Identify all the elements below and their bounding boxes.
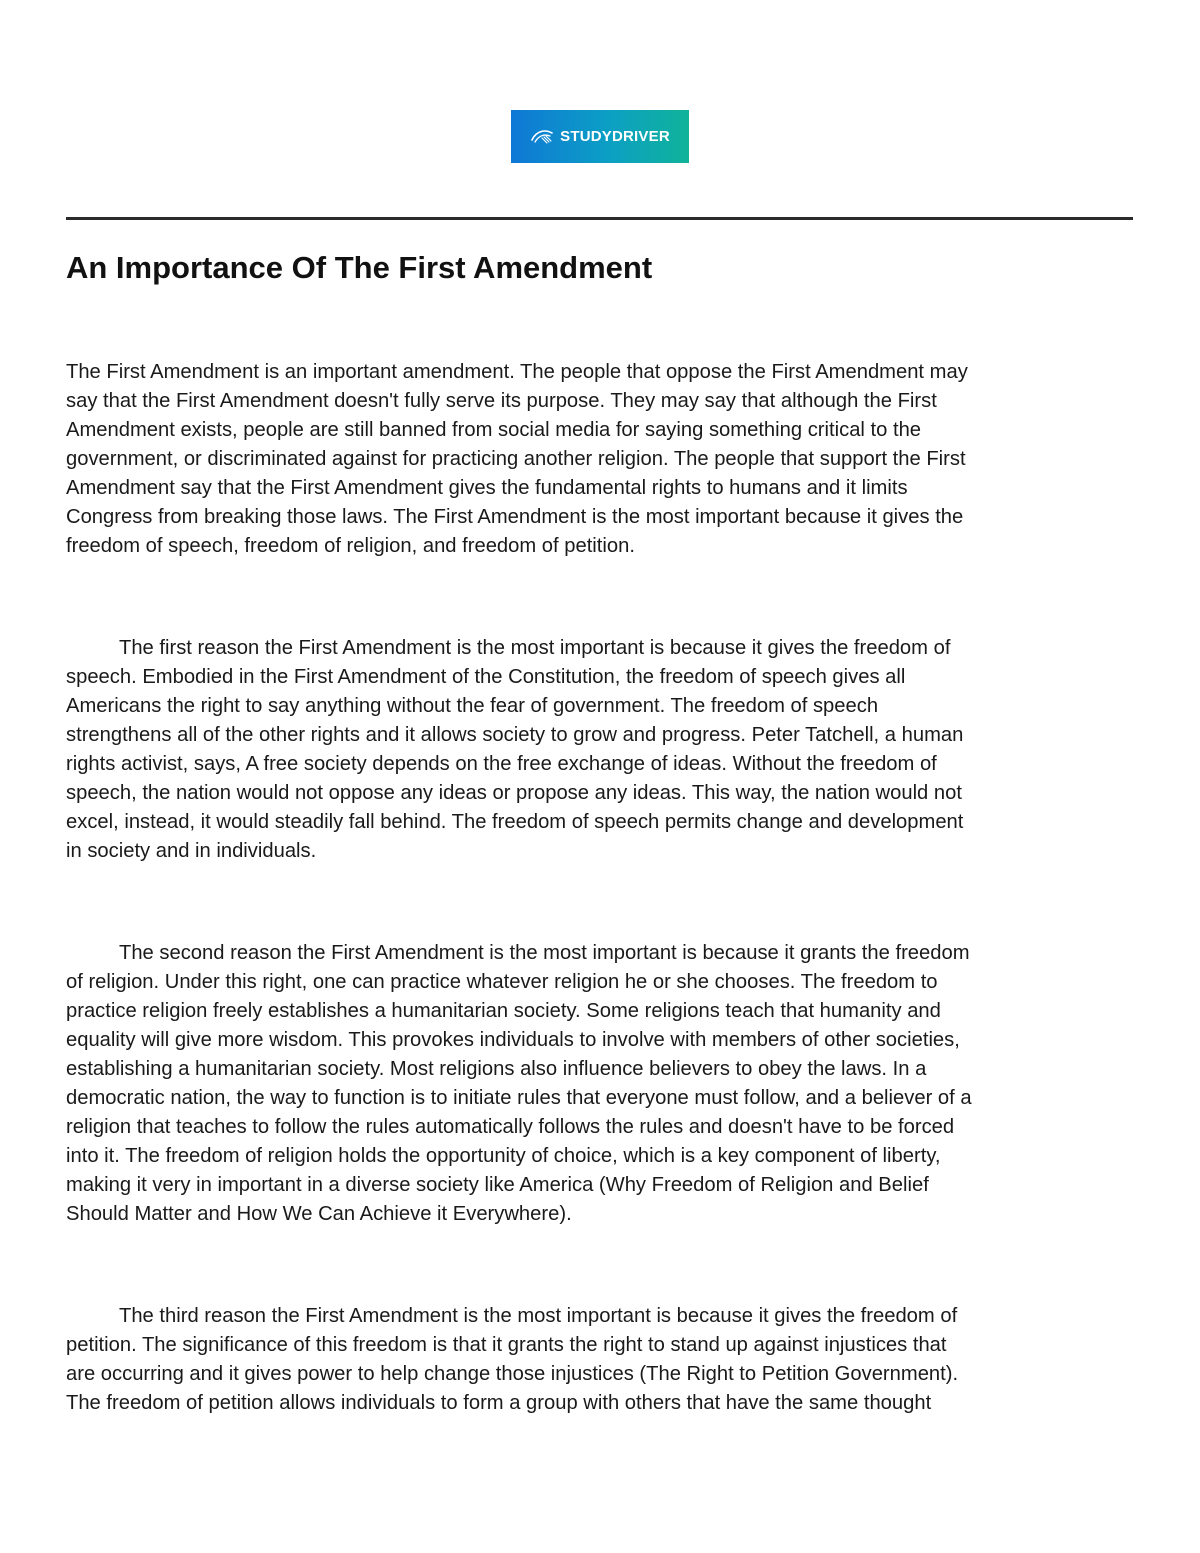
paragraph-line: The First Amendment is an important amendment. The people that oppose the First Amendment may	[66, 361, 968, 383]
paragraph-line: The freedom of petition allows individuals to form a group with others that have the same thought	[66, 1392, 932, 1414]
paragraph-line: in society and in individuals.	[66, 840, 317, 862]
logo-text: STUDYDRIVER	[560, 128, 670, 145]
document-title: An Importance Of The First Amendment	[66, 250, 653, 285]
paragraph-line: establishing a humanitarian society. Most religions also influence believers to obey the laws. In a	[66, 1058, 927, 1080]
paragraph-line: The first reason the First Amendment is the most important is because it gives the freedom of	[119, 637, 951, 659]
paragraph-line: making it very in important in a diverse society like America (Why Freedom of Religion and Belief	[66, 1174, 929, 1196]
paragraph-line: strengthens all of the other rights and it allows society to grow and progress. Peter Tatchell, a human	[66, 724, 964, 746]
studydriver-swoosh-icon	[530, 127, 554, 147]
paragraph-line: democratic nation, the way to function is to initiate rules that everyone must follow, and a believer of a	[66, 1087, 972, 1109]
paragraph-line: government, or discriminated against for practicing another religion. The people that support the First	[66, 448, 966, 470]
paragraph-line: Should Matter and How We Can Achieve it Everywhere).	[66, 1203, 572, 1225]
paragraph-line: excel, instead, it would steadily fall behind. The freedom of speech permits change and development	[66, 811, 964, 833]
paragraph-line: equality will give more wisdom. This provokes individuals to involve with members of other societies,	[66, 1029, 960, 1051]
paragraph-line: of religion. Under this right, one can practice whatever religion he or she chooses. The freedom to	[66, 971, 938, 993]
paragraph-line: are occurring and it gives power to help change those injustices (The Right to Petition Government).	[66, 1363, 959, 1385]
paragraph-line: practice religion freely establishes a humanitarian society. Some religions teach that humanity and	[66, 1000, 941, 1022]
paragraph-intro	[66, 358, 968, 561]
paragraph-line: say that the First Amendment doesn't fully serve its purpose. They may say that although the First	[66, 390, 937, 412]
paragraph-line: religion that teaches to follow the rules automatically follows the rules and doesn't have to be forced	[66, 1116, 955, 1138]
paragraph-line: Amendment say that the First Amendment gives the fundamental rights to humans and it limits	[66, 477, 908, 499]
paragraph-line: Congress from breaking those laws. The First Amendment is the most important because it gives the	[66, 506, 964, 528]
paragraph-line: rights activist, says, A free society depends on the free exchange of ideas. Without the freedom of	[66, 753, 937, 775]
paragraph-line: into it. The freedom of religion holds the opportunity of choice, which is a key component of liberty,	[66, 1145, 941, 1167]
paragraph-line: speech. Embodied in the First Amendment of the Constitution, the freedom of speech gives all	[66, 666, 906, 688]
paragraph-line: petition. The significance of this freedom is that it grants the right to stand up against injustices that	[66, 1334, 947, 1356]
studydriver-logo[interactable]	[511, 110, 689, 163]
paragraph-line: The second reason the First Amendment is the most important is because it grants the freedom	[119, 942, 970, 964]
header-divider	[66, 217, 1133, 220]
paragraph-line: The third reason the First Amendment is the most important is because it gives the freedom of	[119, 1305, 958, 1327]
paragraph-religion	[66, 939, 972, 1229]
paragraph-line: Amendment exists, people are still banned from social media for saying something critical to the	[66, 419, 922, 441]
paragraph-speech	[66, 634, 963, 866]
paragraph-line: speech, the nation would not oppose any ideas or propose any ideas. This way, the nation would not	[66, 782, 962, 804]
paragraph-line: Americans the right to say anything without the fear of government. The freedom of speech	[66, 695, 879, 717]
paragraph-line: freedom of speech, freedom of religion, and freedom of petition.	[66, 535, 635, 557]
paragraph-petition	[66, 1302, 958, 1418]
